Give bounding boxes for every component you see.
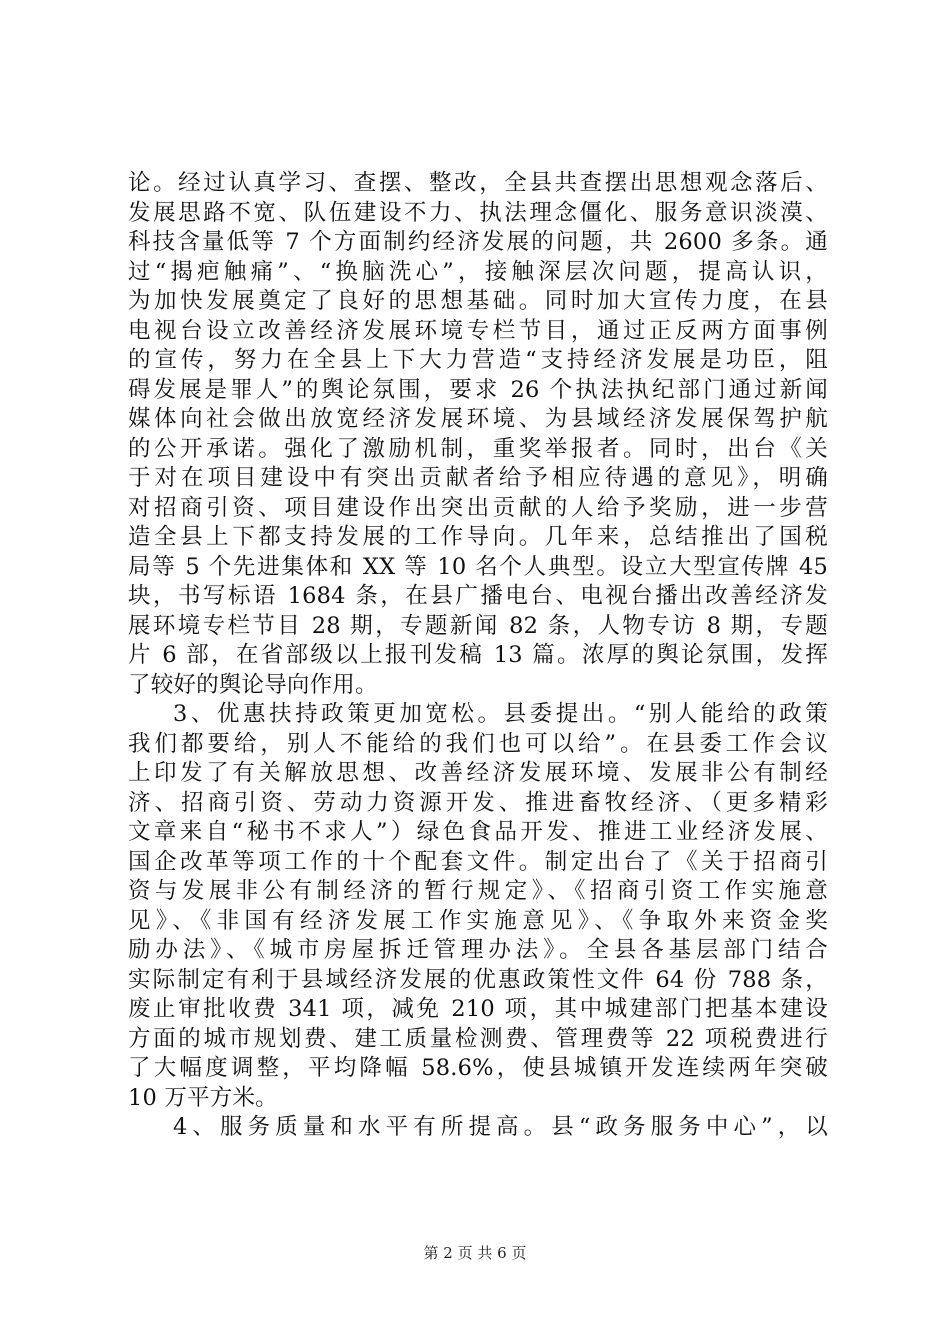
text-line: 片 6 部，在省部级以上报刊发稿 13 篇。浓厚的舆论氛围，发挥	[128, 642, 828, 668]
text-line: 的公开承诺。强化了激励机制，重奖举报者。同时，出台《关	[128, 435, 828, 462]
page-number-footer: 第 2 页 共 6 页	[423, 1244, 527, 1262]
text-line: 励办法》、《城市房屋拆迁管理办法》。全县各基层部门结合	[128, 937, 828, 963]
text-line: 块，书写标语 1684 条，在县广播电台、电视台播出改善经济发	[128, 583, 828, 609]
text-line: 我们都要给，别人不能给的我们也可以给”。在县委工作会议	[128, 730, 828, 757]
text-line: 展环境专栏节目 28 期，专题新闻 82 条，人物专访 8 期，专题	[128, 612, 828, 639]
paragraph-heading-4: 4、服务质量和水平有所提高。县“政务服务中心”，以	[173, 1114, 828, 1140]
text-line: 的宣传，努力在全县上下大力营造“支持经济发展是功臣，阻	[128, 347, 828, 373]
text-line: 文章来自“秘书不求人”）绿色食品开发、推进工业经济发展、	[128, 819, 828, 845]
text-line: 造全县上下都支持发展的工作导向。几年来，总结推出了国税	[128, 524, 828, 550]
text-line: 废止审批收费 341 项，减免 210 项，其中城建部门把基本建设	[128, 996, 828, 1022]
body-text	[128, 169, 828, 1143]
text-line: 见》、《非国有经济发展工作实施意见》、《争取外来资金奖	[128, 907, 828, 934]
text-line: 10 万平方米。	[128, 1084, 278, 1111]
text-line: 上印发了有关解放思想、改善经济发展环境、发展非公有制经	[128, 760, 828, 786]
text-line: 济、招商引资、劳动力资源开发、推进畜牧经济、（更多精彩	[128, 789, 828, 816]
text-line: 过“揭疤触痛”、“换脑洗心”，接触深层次问题，提高认识，	[128, 258, 828, 285]
text-line: 于对在项目建设中有突出贡献者给予相应待遇的意见》，明确	[128, 465, 828, 491]
text-line: 发展思路不宽、队伍建设不力、执法理念僵化、服务意识淡漠、	[128, 199, 828, 226]
text-line: 了大幅度调整，平均降幅 58.6%，使县城镇开发连续两年突破	[128, 1055, 828, 1081]
text-line: 碍发展是罪人”的舆论氛围，要求 26 个执法执纪部门通过新闻	[128, 376, 828, 403]
text-line: 为加快发展奠定了良好的思想基础。同时加大宣传力度，在县	[128, 288, 828, 314]
text-line: 媒体向社会做出放宽经济发展环境、为县域经济发展保驾护航	[128, 406, 828, 432]
paragraph-heading-3: 3、优惠扶持政策更加宽松。县委提出。“别人能给的政策	[173, 701, 828, 727]
text-line: 论。经过认真学习、查摆、整改，全县共查摆出思想观念落后、	[128, 170, 828, 196]
text-line: 资与发展非公有制经济的暂行规定》、《招商引资工作实施意	[128, 878, 828, 904]
text-line: 科技含量低等 7 个方面制约经济发展的问题，共 2600 多条。通	[128, 229, 828, 255]
text-line: 国企改革等项工作的十个配套文件。制定出台了《关于招商引	[128, 848, 828, 875]
text-line: 对招商引资、项目建设作出突出贡献的人给予奖励，进一步营	[128, 494, 828, 521]
text-line: 电视台设立改善经济发展环境专栏节目，通过正反两方面事例	[128, 317, 828, 344]
text-line: 了较好的舆论导向作用。	[128, 671, 378, 698]
text-line: 实际制定有利于县域经济发展的优惠政策性文件 64 份 788 条，	[128, 966, 828, 993]
text-line: 方面的城市规划费、建工质量检测费、管理费等 22 项税费进行	[128, 1025, 828, 1052]
text-line: 局等 5 个先进集体和 XX 等 10 名个人典型。设立大型宣传牌 45	[128, 553, 828, 580]
